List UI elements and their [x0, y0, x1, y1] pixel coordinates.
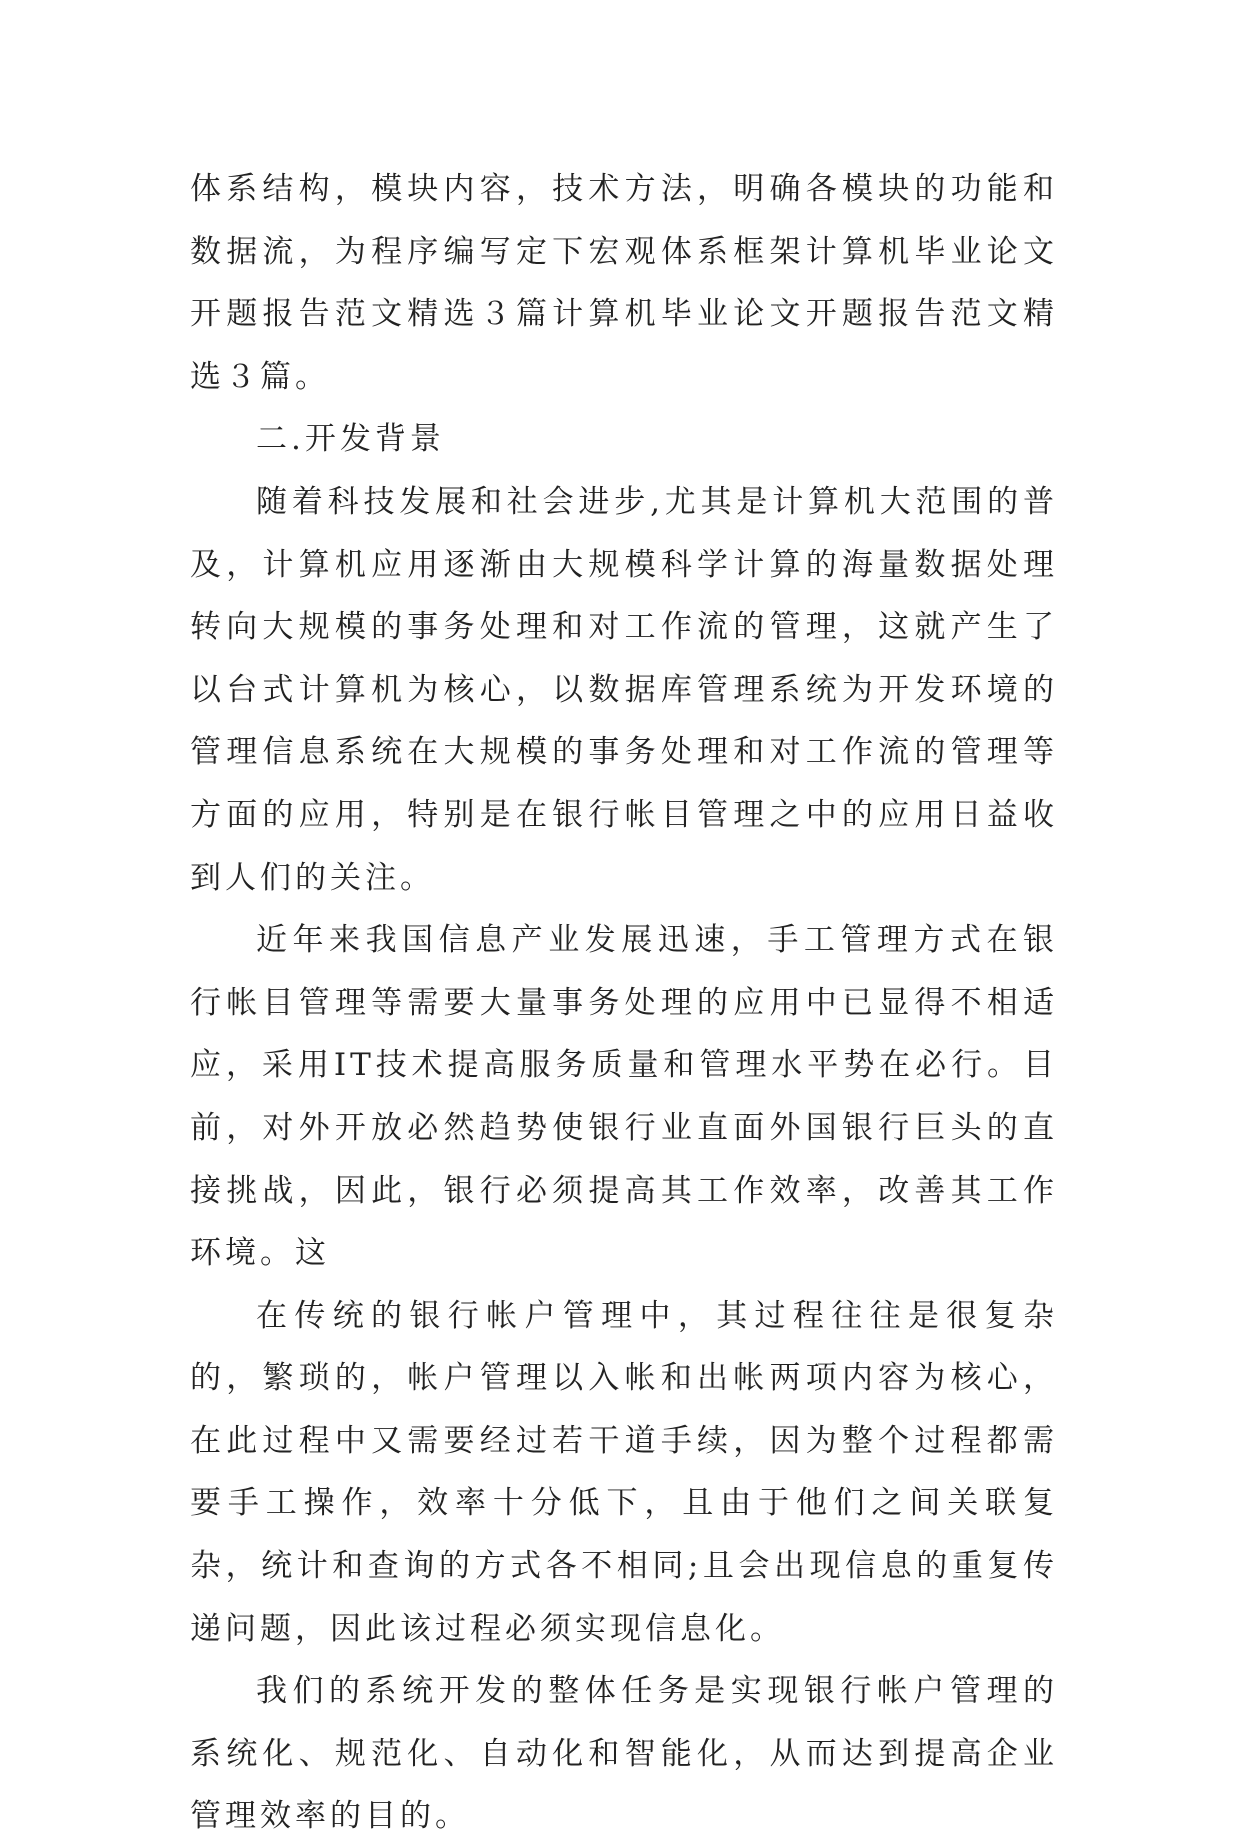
- section-heading: 二.开发背景: [256, 421, 445, 458]
- paragraph: 近年来我国信息产业发展迅速，手工管理方式在银行帐目管理等需要大量事务处理的应用中已显得不相适应，采用IT技术提高服务质量和管理水平势在必行。目前，对外开放必然趋势使银行业直面外国银行巨头的直接挑战，因此，银行必须提高其工作效率，改善其工作环境。这: [190, 922, 1058, 1272]
- paragraph: 我们的系统开发的整体任务是实现银行帐户管理的系统化、规范化、自动化和智能化，从而达到提高企业管理效率的目的。: [190, 1673, 1058, 1835]
- document-body: [190, 158, 1058, 1848]
- paragraph-continuation: 体系结构，模块内容，技术方法，明确各模块的功能和数据流，为程序编写定下宏观体系框架计算机毕业论文开题报告范文精选３篇计算机毕业论文开题报告范文精选３篇。: [190, 171, 1058, 395]
- paragraph: 随着科技发展和社会进步,尤其是计算机大范围的普及，计算机应用逐渐由大规模科学计算的海量数据处理转向大规模的事务处理和对工作流的管理，这就产生了以台式计算机为核心，以数据库管理系统为开发环境的管理信息系统在大规模的事务处理和对工作流的管理等方面的应用，特别是在银行帐目管理之中的应用日益收到人们的关注。: [190, 483, 1058, 896]
- paragraph: 在传统的银行帐户管理中，其过程往往是很复杂的，繁琐的，帐户管理以入帐和出帐两项内容为核心，在此过程中又需要经过若干道手续，因为整个过程都需要手工操作，效率十分低下，且由于他们之间关联复杂，统计和查询的方式各不相同;且会出现信息的重复传递问题，因此该过程必须实现信息化。: [190, 1297, 1058, 1647]
